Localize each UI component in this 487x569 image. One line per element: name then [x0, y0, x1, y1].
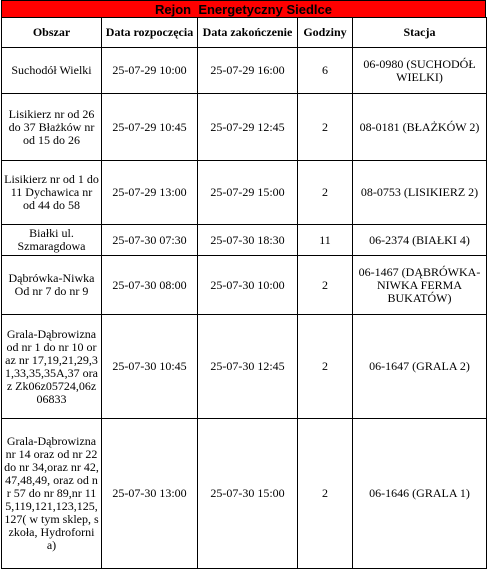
cell-start: 25-07-29 13:00	[102, 161, 198, 225]
cell-station: 08-0753 (LISIKIERZ 2)	[353, 161, 487, 225]
cell-start: 25-07-30 08:00	[102, 256, 198, 315]
table-row	[2, 256, 487, 315]
cell-start: 25-07-29 10:45	[102, 94, 198, 161]
cell-area: Lisikierz nr od 26 do 37 Błażków nr od 15 do 26	[2, 94, 102, 161]
cell-area: Dąbrówka-Niwka Od nr 7 do nr 9	[2, 256, 102, 315]
cell-end: 25-07-30 18:30	[198, 225, 298, 256]
cell-start: 25-07-30 10:45	[102, 315, 198, 419]
cell-hours: 2	[298, 94, 353, 161]
cell-start: 25-07-30 13:00	[102, 419, 198, 569]
cell-station: 06-0980 (SUCHODÓŁ WIELKI)	[353, 48, 487, 94]
cell-station: 08-0181 (BŁAŻKÓW 2)	[353, 94, 487, 161]
cell-hours: 2	[298, 256, 353, 315]
cell-end: 25-07-29 12:45	[198, 94, 298, 161]
cell-hours: 2	[298, 315, 353, 419]
cell-hours: 11	[298, 225, 353, 256]
header-row	[2, 18, 487, 48]
region-banner: Rejon Energetyczny Siedlce	[1, 0, 486, 17]
table-row	[2, 161, 487, 225]
table-row	[2, 315, 487, 419]
cell-station: 06-1646 (GRALA 1)	[353, 419, 487, 569]
cell-station: 06-2374 (BIAŁKI 4)	[353, 225, 487, 256]
outage-table	[1, 17, 487, 569]
cell-end: 25-07-29 15:00	[198, 161, 298, 225]
header-start: Data rozpoczęcia	[102, 18, 198, 48]
cell-hours: 6	[298, 48, 353, 94]
header-station: Stacja	[353, 18, 487, 48]
cell-station: 06-1467 (DĄBRÓWKA-NIWKA FERMA BUKATÓW)	[353, 256, 487, 315]
cell-end: 25-07-30 12:45	[198, 315, 298, 419]
outage-schedule	[1, 0, 486, 569]
cell-end: 25-07-30 10:00	[198, 256, 298, 315]
cell-area: Białki ul. Szmaragdowa	[2, 225, 102, 256]
cell-start: 25-07-30 07:30	[102, 225, 198, 256]
cell-area: Grala-Dąbrowizna nr 14 oraz od nr 22 do nr 34,oraz nr 42,47,48,49, oraz od nr 57 do nr 89,nr 115,119,121,123,125,127( w tym sklep, szkoła, Hydrofornia)	[2, 419, 102, 569]
cell-area: Suchodół Wielki	[2, 48, 102, 94]
table-row	[2, 94, 487, 161]
cell-hours: 2	[298, 161, 353, 225]
table-row	[2, 48, 487, 94]
cell-area: Lisikierz nr od 1 do 11 Dychawica nr od 44 do 58	[2, 161, 102, 225]
table-row	[2, 225, 487, 256]
cell-station: 06-1647 (GRALA 2)	[353, 315, 487, 419]
cell-end: 25-07-30 15:00	[198, 419, 298, 569]
cell-area: Grala-Dąbrowizna od nr 1 do nr 10 oraz nr 17,19,21,29,31,33,35,35A,37 oraz Zk06z05724,06z06833	[2, 315, 102, 419]
header-end: Data zakończenie	[198, 18, 298, 48]
cell-end: 25-07-29 16:00	[198, 48, 298, 94]
header-area: Obszar	[2, 18, 102, 48]
header-hours: Godziny	[298, 18, 353, 48]
cell-hours: 2	[298, 419, 353, 569]
table-row	[2, 419, 487, 569]
cell-start: 25-07-29 10:00	[102, 48, 198, 94]
